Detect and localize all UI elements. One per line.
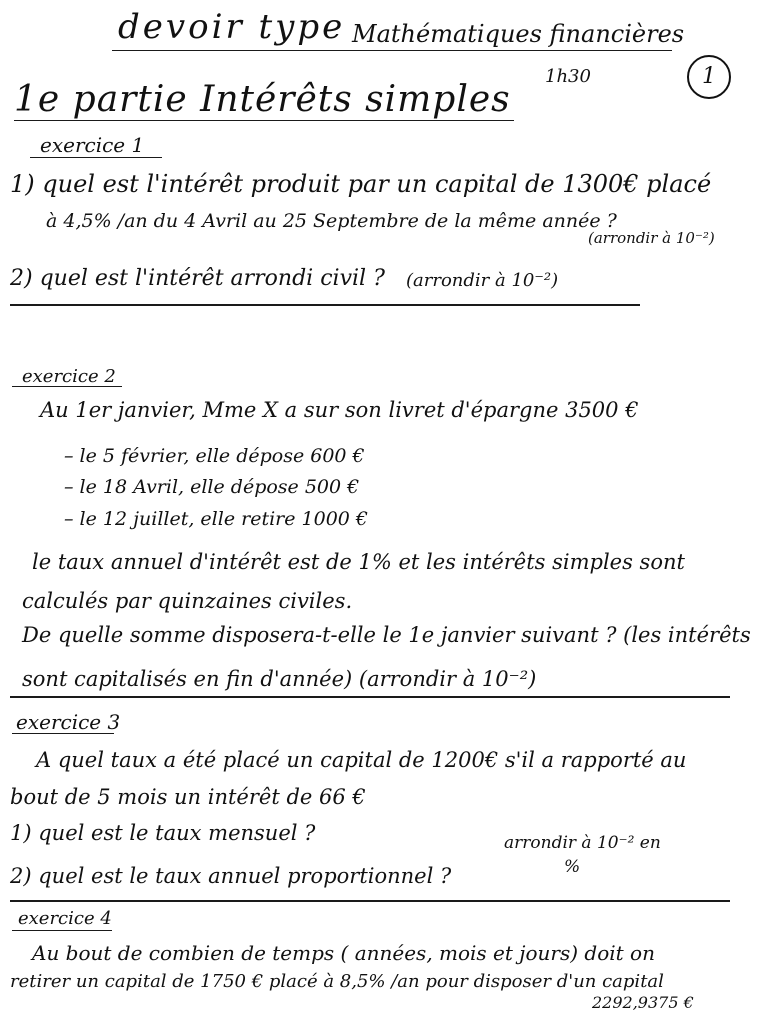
exercise-2-question-line-2: sont capitalisés en fin d'année) (arrondir à 10⁻²) — [22, 667, 537, 691]
exercise-1-heading-underline — [30, 157, 162, 158]
exercise-2-item-2: – le 18 Avril, elle dépose 500 € — [64, 476, 360, 498]
exercise-1-question-2-note: (arrondir à 10⁻²) — [406, 270, 559, 291]
exercise-2-intro: Au 1er janvier, Mme X a sur son livret d'épargne 3500 € — [40, 398, 639, 422]
exercise-3-question-1: 1) quel est le taux mensuel ? — [10, 821, 316, 845]
exercise-2-heading-underline — [12, 386, 122, 387]
title-devoir-type: devoir type — [118, 7, 346, 47]
exercise-4-heading: exercice 4 — [18, 908, 112, 929]
page-number-badge — [687, 55, 731, 99]
exercise-3-intro-line-2: bout de 5 mois un intérêt de 66 € — [10, 785, 366, 809]
exercise-3-heading-underline — [12, 733, 114, 734]
exercise-1-question-1-line-1: 1) quel est l'intérêt produit par un capital de 1300€ placé — [10, 170, 712, 198]
part-title: 1e partie Intérêts simples — [14, 79, 511, 120]
exercise-3-note-line-2: % — [564, 857, 581, 877]
exercise-4-line-2: retirer un capital de 1750 € placé à 8,5% /an pour disposer d'un capital — [10, 971, 664, 992]
exercise-2-heading: exercice 2 — [22, 366, 116, 387]
exercise-3-intro-line-1: A quel taux a été placé un capital de 1200€ s'il a rapporté au — [36, 748, 687, 772]
page-number: 1 — [702, 64, 716, 89]
exercise-3-heading: exercice 3 — [16, 710, 121, 734]
exercise-1-heading: exercice 1 — [40, 133, 145, 157]
exercise-2-item-1: – le 5 février, elle dépose 600 € — [64, 445, 365, 467]
duration-label: 1h30 — [545, 66, 591, 87]
separator-2 — [10, 696, 730, 698]
title-underline — [112, 50, 672, 51]
separator-3 — [10, 900, 730, 902]
exercise-1-question-2: 2) quel est l'intérêt arrondi civil ? — [10, 266, 385, 291]
separator-1 — [10, 304, 640, 306]
exercise-3-question-2: 2) quel est le taux annuel proportionnel ? — [10, 864, 452, 888]
exercise-3-note-line-1: arrondir à 10⁻² en — [504, 833, 661, 853]
exercise-4-line-3: 2292,9375 € — [592, 993, 694, 1012]
exercise-2-text-line-2: calculés par quinzaines civiles. — [22, 589, 353, 613]
exercise-1-question-1-note: (arrondir à 10⁻²) — [588, 229, 715, 247]
part-title-underline — [14, 120, 514, 121]
exercise-1-question-1-line-2: à 4,5% /an du 4 Avril au 25 Septembre de la même année ? — [46, 210, 617, 232]
exercise-4-line-1: Au bout de combien de temps ( années, mois et jours) doit on — [32, 941, 655, 965]
exercise-2-question-line-1: De quelle somme disposera-t-elle le 1e janvier suivant ? (les intérêts — [22, 623, 751, 647]
exercise-2-item-3: – le 12 juillet, elle retire 1000 € — [64, 508, 368, 530]
title-subject: Mathématiques financières — [352, 20, 685, 48]
exercise-2-text-line-1: le taux annuel d'intérêt est de 1% et les intérêts simples sont — [32, 550, 685, 574]
exercise-4-heading-underline — [12, 930, 112, 931]
